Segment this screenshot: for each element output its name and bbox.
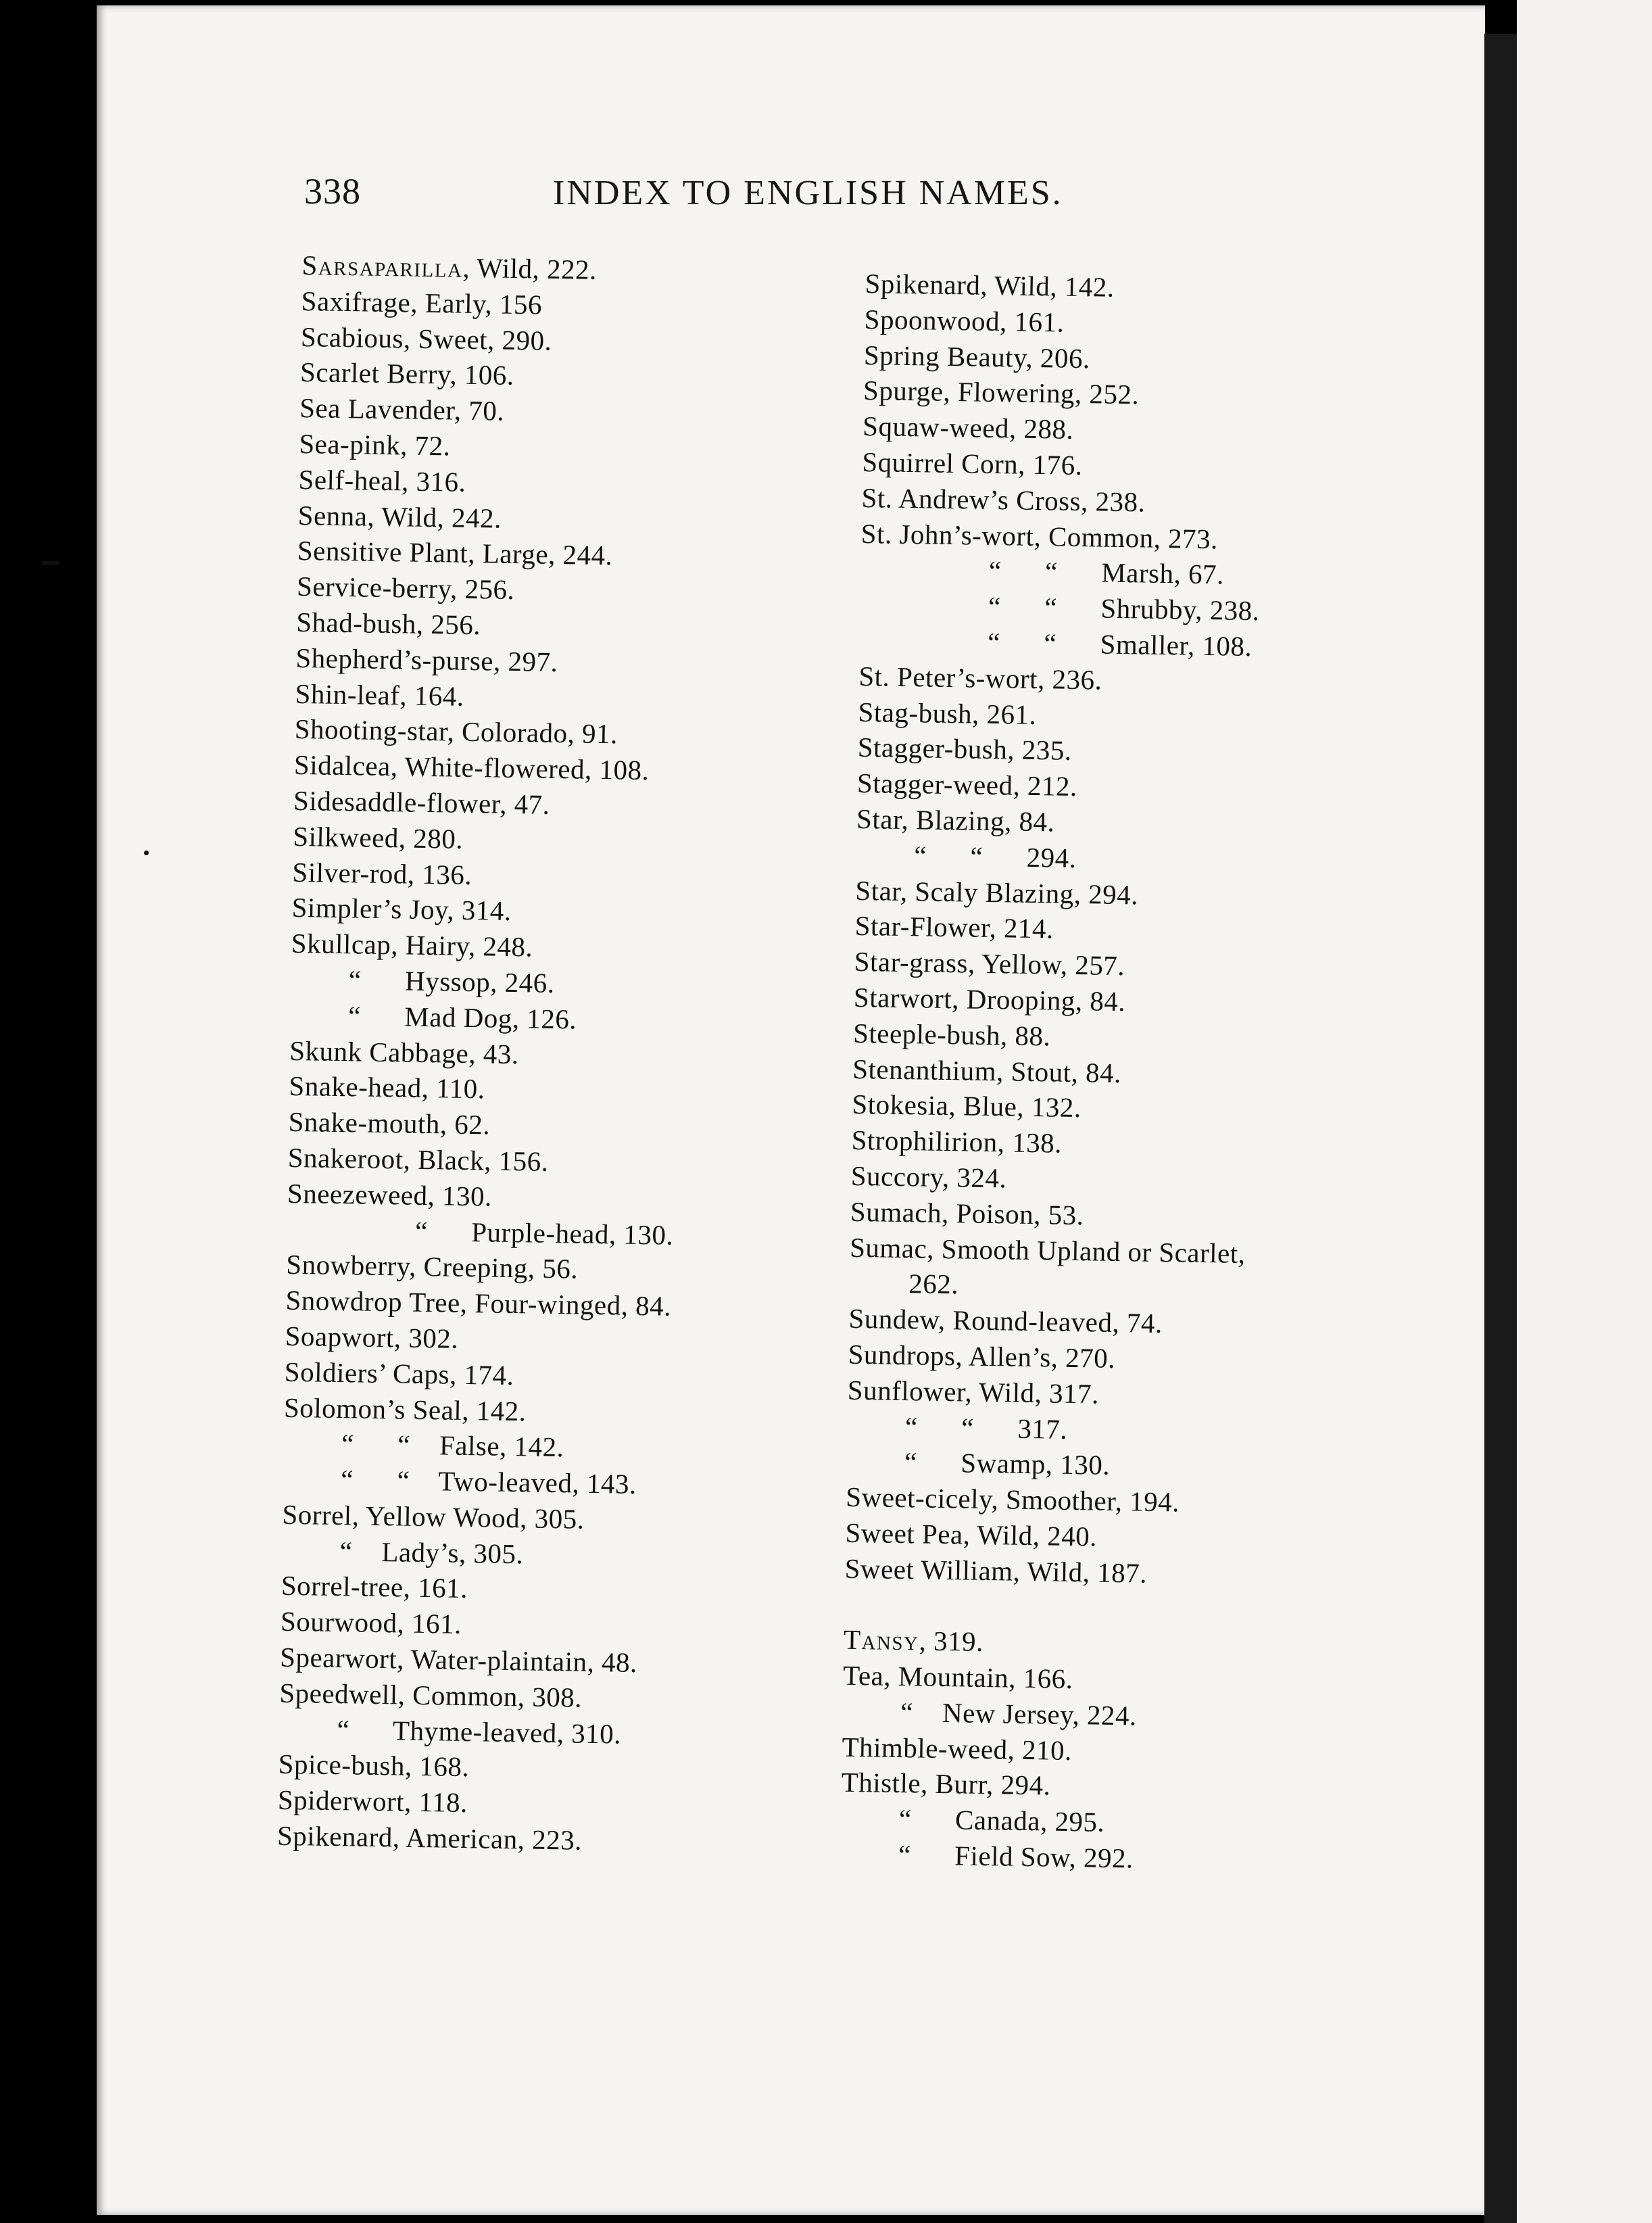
index-entry: “ Purple-head, 130.: [414, 1215, 674, 1251]
index-entry: Sumac, Smooth Upland or Scarlet,: [849, 1231, 1246, 1269]
index-entry: “ “ Two-leaved, 143.: [341, 1464, 637, 1500]
index-entry: Spurge, Flowering, 252.: [863, 375, 1140, 410]
index-entry: Self-heal, 316.: [298, 463, 466, 498]
index-entry: Sarsaparilla, Wild, 222.: [301, 249, 598, 285]
index-entry: Star, Scaly Blazing, 294.: [855, 874, 1139, 911]
index-entry: “ Hyssop, 246.: [348, 964, 555, 999]
page-header: [304, 170, 1149, 231]
index-entry: Tansy, 319.: [843, 1624, 984, 1658]
index-entry: Strophilirion, 138.: [851, 1124, 1063, 1159]
index-entry: Star-grass, Yellow, 257.: [854, 946, 1125, 982]
index-entry: Scabious, Sweet, 290.: [300, 320, 552, 356]
index-entry: “ “ Smaller, 108.: [987, 626, 1253, 663]
index-entry: “ Canada, 295.: [898, 1803, 1105, 1838]
index-entry: Starwort, Drooping, 84.: [853, 981, 1126, 1018]
index-entry: “ “ 317.: [904, 1410, 1068, 1445]
index-entry: Sea Lavender, 70.: [299, 392, 505, 427]
index-entry: 262.: [908, 1268, 959, 1300]
index-entry: Silver-rod, 136.: [292, 856, 472, 890]
page-gutter-edge: [1484, 34, 1517, 2223]
scan-speck: [144, 851, 149, 855]
index-entry: Sidesaddle-flower, 47.: [293, 784, 550, 820]
index-entry: Tea, Mountain, 166.: [842, 1659, 1073, 1695]
index-entry: Shin-leaf, 164.: [295, 677, 465, 712]
index-column-right: [840, 266, 1365, 1880]
running-title: INDEX TO ENGLISH NAMES.: [553, 174, 1063, 212]
index-entry: Sweet Pea, Wild, 240.: [845, 1516, 1098, 1552]
index-entry: Sidalcea, White-flowered, 108.: [293, 749, 650, 786]
index-entry: Snake-mouth, 62.: [288, 1105, 491, 1141]
index-entry: Sourwood, 161.: [280, 1606, 462, 1640]
index-entry: Steeple-bush, 88.: [852, 1017, 1051, 1052]
index-entry: “ “ Shrubby, 238.: [988, 591, 1260, 627]
index-entry: Sumach, Poison, 53.: [850, 1195, 1084, 1230]
index-entry: Stenanthium, Stout, 84.: [852, 1053, 1122, 1089]
index-entry: Senna, Wild, 242.: [297, 499, 502, 534]
index-entry: Sweet William, Wild, 187.: [844, 1552, 1148, 1589]
index-entry: Scarlet Berry, 106.: [299, 356, 514, 391]
index-entry: Spring Beauty, 206.: [863, 339, 1091, 374]
index-entry: Thistle, Burr, 294.: [841, 1767, 1051, 1802]
index-entry: Solomon’s Seal, 142.: [283, 1391, 527, 1427]
index-entry: Stagger-bush, 235.: [857, 732, 1072, 767]
index-entry: “ “ Marsh, 67.: [988, 555, 1225, 590]
index-entry: St. Peter’s-wort, 236.: [858, 660, 1102, 696]
index-entry: Stagger-weed, 212.: [856, 767, 1078, 803]
index-entry: Sea-pink, 72.: [299, 427, 451, 462]
index-entry: Stag-bush, 261.: [858, 696, 1037, 730]
index-entry: Soapwort, 302.: [285, 1320, 459, 1354]
index-entry: Snakeroot, Black, 156.: [287, 1141, 549, 1177]
index-entry: Shepherd’s-purse, 297.: [295, 642, 558, 677]
index-entry: Spiderwort, 118.: [277, 1784, 468, 1819]
index-entry: Spikenard, Wild, 142.: [865, 267, 1115, 303]
index-entry: “ New Jersey, 224.: [900, 1696, 1138, 1731]
index-entry: Spice-bush, 168.: [278, 1748, 470, 1783]
scan-speck: [42, 561, 59, 565]
index-entry: Sorrel-tree, 161.: [281, 1570, 468, 1604]
index-entry: Snake-head, 110.: [289, 1070, 485, 1105]
index-entry: Sorrel, Yellow Wood, 305.: [282, 1498, 585, 1535]
index-entry: Skullcap, Hairy, 248.: [291, 928, 533, 963]
index-entry: Sundew, Round-leaved, 74.: [848, 1302, 1163, 1339]
index-entry: Saxifrage, Early, 156: [301, 285, 543, 320]
index-entry: Sundrops, Allen’s, 270.: [848, 1338, 1116, 1374]
index-entry: Squirrel Corn, 176.: [862, 446, 1083, 481]
index-entry: Simpler’s Joy, 314.: [291, 892, 512, 927]
index-entry: Succory, 324.: [850, 1160, 1007, 1194]
index-entry: “ Field Sow, 292.: [898, 1839, 1134, 1874]
index-entry: “ “ 294.: [913, 839, 1077, 874]
index-entry: Sweet-cicely, Smoother, 194.: [846, 1481, 1180, 1518]
index-entry: Sensitive Plant, Large, 244.: [297, 535, 613, 571]
index-entry: “ “ False, 142.: [341, 1428, 564, 1463]
index-entry: Shad-bush, 256.: [295, 606, 481, 641]
index-entry: Snowdrop Tree, Four-winged, 84.: [285, 1284, 672, 1322]
adjacent-page-sliver: [1517, 0, 1652, 2223]
index-entry: Snowberry, Creeping, 56.: [286, 1249, 579, 1285]
index-entry: Spoonwood, 161.: [864, 303, 1065, 338]
index-entry: “ Lady’s, 305.: [339, 1535, 524, 1570]
index-entry: St. John’s-wort, Common, 273.: [860, 517, 1219, 554]
index-entry: St. Andrew’s Cross, 238.: [861, 481, 1146, 518]
index-entry: Stokesia, Blue, 132.: [852, 1089, 1082, 1124]
index-entry: “ Thyme-leaved, 310.: [337, 1713, 622, 1750]
index-entry: Speedwell, Common, 308.: [279, 1677, 583, 1713]
index-entry: Spikenard, American, 223.: [276, 1819, 583, 1856]
index-entry: Thimble-weed, 210.: [842, 1731, 1073, 1766]
index-column-left: [277, 247, 721, 1860]
index-entry: Sneezeweed, 130.: [287, 1177, 493, 1212]
index-entry: Squaw-weed, 288.: [862, 410, 1074, 446]
index-entry: Sunflower, Wild, 317.: [847, 1374, 1100, 1410]
index-entry: Service-berry, 256.: [296, 571, 515, 606]
index-entry: Soldiers’ Caps, 174.: [284, 1356, 514, 1391]
index-entry: Shooting-star, Colorado, 91.: [294, 713, 618, 750]
index-entry: “ Swamp, 130.: [904, 1446, 1111, 1481]
index-entry: “ Mad Dog, 126.: [347, 999, 577, 1035]
index-entry: Skunk Cabbage, 43.: [289, 1034, 519, 1070]
index-entry: Star, Blazing, 84.: [856, 803, 1055, 838]
index-entry: Silkweed, 280.: [292, 820, 464, 855]
index-entry: Spearwort, Water-plaintain, 48.: [279, 1641, 638, 1679]
index-entry: Star-Flower, 214.: [854, 910, 1054, 945]
page-number: 338: [304, 171, 361, 212]
